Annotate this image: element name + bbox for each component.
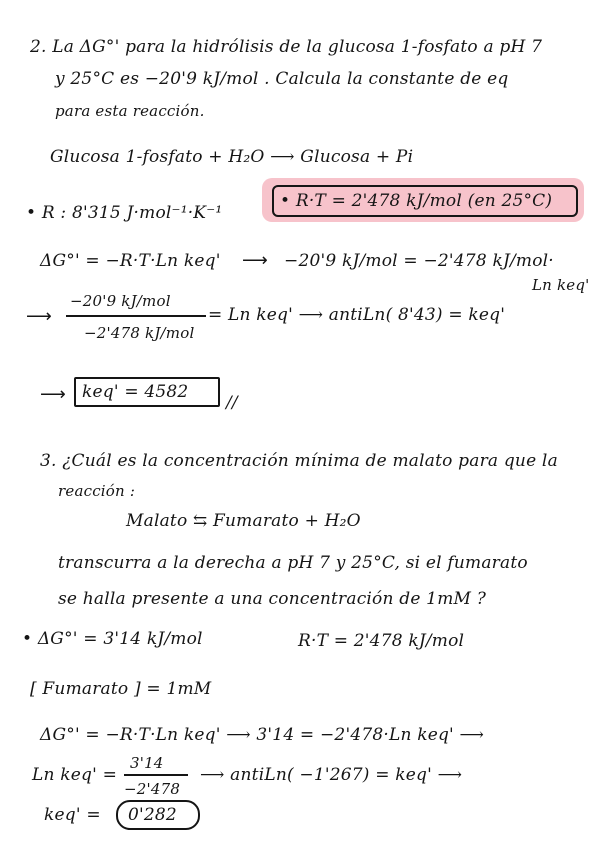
problem2-eq1-right: −20'9 kJ/mol = −2'478 kJ/mol· <box>284 251 554 271</box>
problem3-frac-den: −2'478 <box>124 780 181 798</box>
problem3-line4: se halla presente a una concentración de 1mM ? <box>58 589 487 609</box>
problem3-eq2-right: ⟶ antiLn( −1'267) = keq' ⟶ <box>200 765 463 785</box>
result-mark: // <box>226 393 238 413</box>
problem3-reaction: Malato ⇆ Fumarato + H₂O <box>126 511 361 531</box>
problem3-eq2-left: Ln keq' = <box>32 765 118 785</box>
problem3-dg: • ΔG°' = 3'14 kJ/mol <box>22 629 203 649</box>
problem3-rt: R·T = 2'478 kJ/mol <box>298 631 465 651</box>
fraction-bar <box>124 774 188 776</box>
problem2-frac-den: −2'478 kJ/mol <box>84 324 195 342</box>
arrow-icon: ⟶ <box>26 306 52 327</box>
problem2-result: keq' = 4582 <box>82 382 189 402</box>
rt-value: • R·T = 2'478 kJ/mol (en 25°C) <box>280 191 553 211</box>
problem2-eq1-tail: Ln keq' <box>532 276 590 294</box>
fraction-bar <box>66 315 206 317</box>
problem3-line2: reacción : <box>58 482 136 500</box>
problem3-line3: transcurra a la derecha a pH 7 y 25°C, si el fumarato <box>58 553 528 573</box>
problem3-line1: 3. ¿Cuál es la concentración mínima de malato para que la <box>40 451 558 471</box>
arrow-icon: ⟶ <box>40 384 66 405</box>
gas-constant: • R : 8'315 J·mol⁻¹·K⁻¹ <box>26 203 223 223</box>
problem2-line3: para esta reacción. <box>55 102 205 120</box>
problem3-final-value: 0'282 <box>128 805 177 825</box>
problem2-reaction: Glucosa 1-fosfato + H₂O ⟶ Glucosa + Pi <box>50 147 414 167</box>
problem3-fumarato: [ Fumarato ] = 1mM <box>30 679 212 699</box>
problem2-line1: 2. La ΔG°' para la hidrólisis de la glucosa 1-fosfato a pH 7 <box>30 37 543 57</box>
arrow-icon: ⟶ <box>242 250 268 271</box>
problem3-final-label: keq' = <box>44 805 101 825</box>
problem3-frac-num: 3'14 <box>130 754 164 772</box>
problem2-line2: y 25°C es −20'9 kJ/mol . Calcula la constante de eq <box>55 69 509 89</box>
problem2-frac-num: −20'9 kJ/mol <box>70 292 171 310</box>
problem3-eq1: ΔG°' = −R·T·Ln keq' ⟶ 3'14 = −2'478·Ln keq' ⟶ <box>40 725 485 745</box>
problem2-eq2-right: = Ln keq' ⟶ antiLn( 8'43) = keq' <box>208 305 506 325</box>
problem2-eq1-left: ΔG°' = −R·T·Ln keq' <box>40 251 221 271</box>
